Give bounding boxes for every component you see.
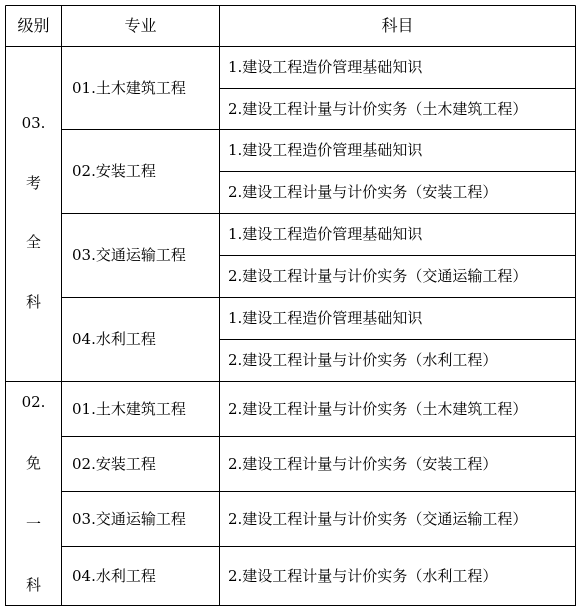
subject-cell: 1.建设工程造价管理基础知识	[228, 309, 423, 327]
header-subject: 科目	[381, 16, 414, 35]
subject-cell: 2.建设工程计量与计价实务（安装工程）	[228, 454, 498, 473]
subject-cell: 2.建设工程计量与计价实务（水利工程）	[228, 566, 498, 585]
major-cell: 03.交通运输工程	[72, 246, 186, 264]
level-char: 免	[25, 454, 41, 472]
major-cell: 02.安装工程	[72, 162, 156, 180]
major-cell: 03.交通运输工程	[72, 509, 186, 528]
major-cell: 04.水利工程	[72, 330, 156, 348]
level-char: 全	[25, 233, 41, 252]
subject-cell: 1.建设工程造价管理基础知识	[228, 225, 423, 243]
header-major: 专业	[124, 16, 157, 35]
level-char: 科	[25, 292, 41, 311]
level-label-full	[6, 116, 61, 310]
major-cell: 01.土木建筑工程	[72, 78, 186, 97]
major-cell: 04.水利工程	[72, 566, 156, 585]
level-char: 02.	[21, 393, 46, 411]
level-char: 03.	[21, 114, 46, 132]
level-char: 一	[25, 515, 41, 533]
subject-cell: 2.建设工程计量与计价实务（安装工程）	[228, 183, 498, 201]
subject-cell: 1.建设工程造价管理基础知识	[228, 141, 423, 159]
subject-cell: 2.建设工程计量与计价实务（水利工程）	[228, 351, 498, 369]
major-cell: 02.安装工程	[72, 454, 156, 473]
subject-cell: 2.建设工程计量与计价实务（土木建筑工程）	[228, 399, 528, 418]
level-char: 考	[25, 173, 41, 192]
header-level: 级别	[17, 16, 50, 35]
level-label-exempt	[6, 395, 61, 593]
level-char: 科	[25, 576, 41, 594]
major-cell: 01.土木建筑工程	[72, 399, 186, 418]
subject-cell: 2.建设工程计量与计价实务（交通运输工程）	[228, 267, 528, 285]
subject-cell: 1.建设工程造价管理基础知识	[228, 58, 423, 76]
subject-cell: 2.建设工程计量与计价实务（交通运输工程）	[228, 509, 528, 528]
subject-cell: 2.建设工程计量与计价实务（土木建筑工程）	[228, 99, 528, 118]
